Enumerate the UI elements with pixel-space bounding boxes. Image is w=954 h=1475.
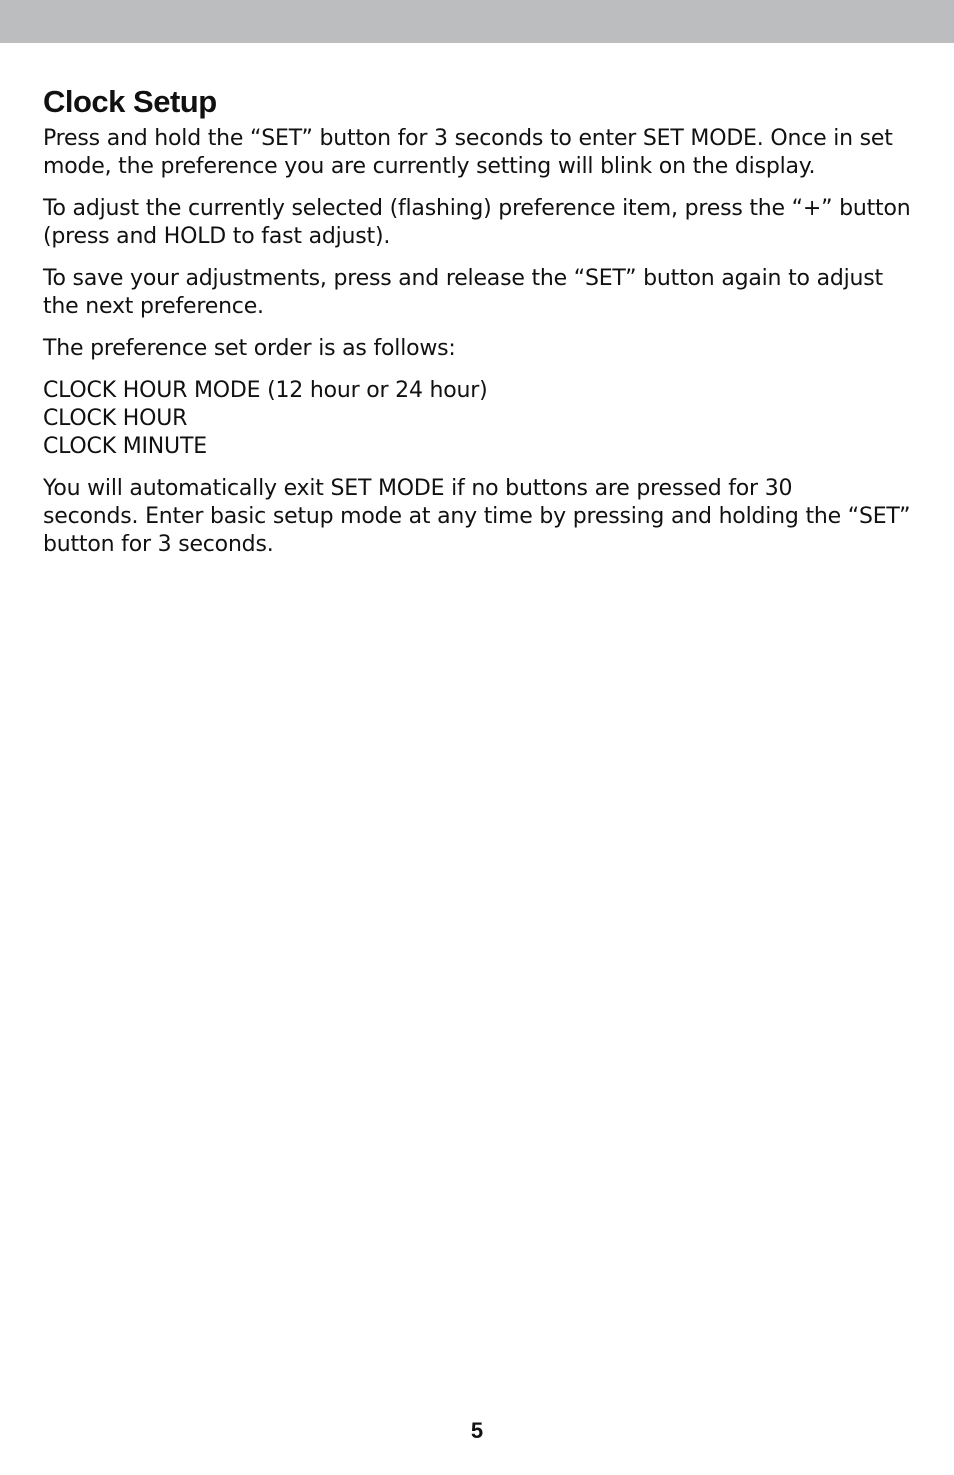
instruction-paragraph-adjust-item: To adjust the currently selected (flashing) preference item, press the “+” button (press and HOLD to fast adjust).: [43, 196, 911, 249]
instruction-paragraph-auto-exit: You will automatically exit SET MODE if no buttons are pressed for 30 seconds. Enter basic setup mode at any time by pressing and holding the “SET” button for 3 seconds.: [43, 476, 911, 557]
preference-order-item-hour-mode: CLOCK HOUR MODE (12 hour or 24 hour): [43, 378, 488, 403]
instruction-paragraph-order-intro: The preference set order is as follows:: [43, 336, 456, 361]
page-content: [43, 82, 923, 573]
instruction-paragraph-enter-set-mode: Press and hold the “SET” button for 3 seconds to enter SET MODE. Once in set mode, the preference you are currently setting will blink on the display.: [43, 126, 893, 179]
page-title: Clock Setup: [43, 84, 217, 119]
preference-order-item-minute: CLOCK MINUTE: [43, 434, 207, 459]
preference-order-item-hour: CLOCK HOUR: [43, 406, 188, 431]
page-number: 5: [470, 1418, 484, 1443]
instruction-paragraph-save-adjustments: To save your adjustments, press and release the “SET” button again to adjust the next preference.: [43, 266, 883, 319]
header-band: [0, 0, 954, 43]
preference-order-list: [43, 377, 923, 461]
